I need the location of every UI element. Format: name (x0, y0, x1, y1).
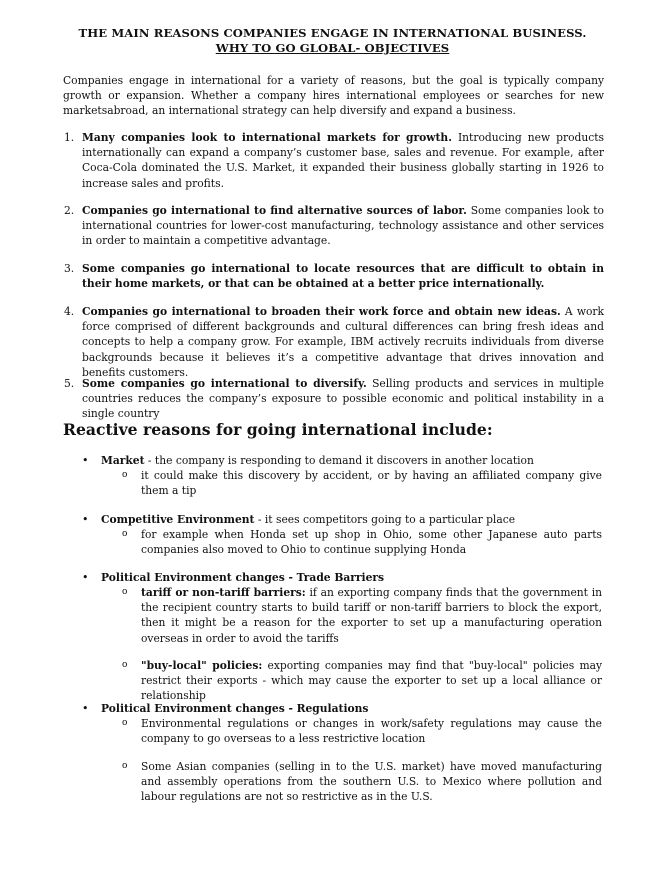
sub-bullet-item (141, 527, 602, 557)
sub-bullet-text: exporting companies may find that "buy-local" policies may restrict their exports - which may cause the exporter to set up a local alliance or relationship (141, 659, 602, 703)
reason-number: 2. (64, 204, 75, 217)
reason-item (82, 130, 604, 191)
sub-bullet-item (141, 585, 602, 646)
bullet-lead: Political Environment changes - Trade Barriers (101, 571, 385, 584)
sub-bullet-icon: o (122, 660, 128, 670)
sub-bullet-icon: o (122, 761, 128, 771)
bullet-text: - it sees competitors going to a particular place (254, 513, 516, 526)
bullet-icon: • (82, 513, 89, 526)
reason-lead: Companies go international to find alternative sources of labor. (82, 204, 467, 217)
reason-text: Selling products and services in multiple countries reduces the company’s exposure to possible economic and political instability in a single country (82, 377, 605, 421)
reason-text: Introducing new products internationally can expand a company’s customer base, sales and revenue. For example, after Coca-Cola dominated the U.S. Market, it expanded their business globally starting in 1926 to increase sales and profits. (82, 131, 605, 190)
sub-bullet-text: it could make this discovery by accident, or by having an affiliated company give them a tip (141, 469, 602, 498)
reason-item (82, 376, 604, 422)
reason-number: 5. (64, 377, 75, 390)
reason-number: 3. (64, 262, 75, 275)
reason-item (82, 261, 604, 291)
sub-bullet-lead: "buy-local" policies: (141, 659, 263, 672)
reason-text: A work force comprised of different backgrounds and cultural differences can bring fresh ideas and concepts to help a company grow. For example, IBM actively recruits individuals from diverse backgrounds because it believes it’s a competitive advantage that drives innovation and benefits customers. (82, 305, 604, 379)
sub-bullet-icon: o (122, 470, 128, 480)
bullet-item (101, 701, 601, 716)
bullet-icon: • (82, 702, 89, 715)
document-subtitle: WHY TO GO GLOBAL- OBJECTIVES (215, 41, 450, 55)
reason-lead: Some companies go international to diversify. (82, 377, 367, 390)
reason-lead: Some companies go international to locate resources that are difficult to obtain in their home markets, or that can be obtained at a better price internationally. (82, 262, 604, 291)
reason-text: Some companies look to international countries for lower-cost manufacturing, technology assistance and other services in order to maintain a competitive advantage. (82, 204, 604, 248)
sub-bullet-text: Some Asian companies (selling in to the U.S. market) have moved manufacturing and assembly operations from the southern U.S. to Mexico where pollution and labour regulations are not so restrictive as in the U.S. (141, 760, 602, 804)
sub-bullet-icon: o (122, 718, 128, 728)
bullet-text: - the company is responding to demand it discovers in another location (144, 454, 534, 467)
sub-bullet-item (141, 759, 602, 805)
bullet-lead: Political Environment changes - Regulations (101, 702, 369, 715)
reason-number: 1. (64, 131, 75, 144)
sub-bullet-item (141, 716, 602, 746)
bullet-lead: Competitive Environment (101, 513, 255, 526)
reason-lead: Companies go international to broaden their work force and obtain new ideas. (82, 305, 561, 318)
bullet-item (101, 453, 601, 468)
sub-bullet-text: Environmental regulations or changes in work/safety regulations may cause the company to go overseas to a less restrictive location (141, 717, 602, 746)
intro-paragraph: Companies engage in international for a variety of reasons, but the goal is typically company growth or expansion. Whether a company hires international employees or searches for new marketsabroad, an international strategy can help diversify and expand a business. (63, 74, 604, 118)
sub-bullet-item (141, 658, 602, 704)
reason-item (82, 203, 604, 249)
document-title: THE MAIN REASONS COMPANIES ENGAGE IN INTERNATIONAL BUSINESS. (78, 26, 587, 40)
sub-bullet-icon: o (122, 587, 128, 597)
sub-bullet-item (141, 468, 602, 498)
bullet-item (101, 512, 601, 527)
bullet-item (101, 570, 601, 585)
sub-bullet-icon: o (122, 529, 128, 539)
reason-number: 4. (64, 305, 75, 318)
reason-item (82, 304, 604, 380)
sub-bullet-lead: tariff or non-tariff barriers: (141, 586, 306, 599)
sub-bullet-text: for example when Honda set up shop in Ohio, some other Japanese auto parts companies also moved to Ohio to continue supplying Honda (141, 528, 602, 557)
bullet-lead: Market (101, 454, 145, 467)
bullet-icon: • (82, 454, 89, 467)
bullet-icon: • (82, 571, 89, 584)
sub-bullet-text: if an exporting company finds that the government in the recipient country starts to build tariff or non-tariff barriers to block the export, then it might be a reason for the exporter to set up a manufacturing operation overseas in order to avoid the tariffs (141, 586, 602, 645)
section-heading: Reactive reasons for going international include: (63, 420, 493, 439)
reason-lead: Many companies look to international markets for growth. (82, 131, 452, 144)
